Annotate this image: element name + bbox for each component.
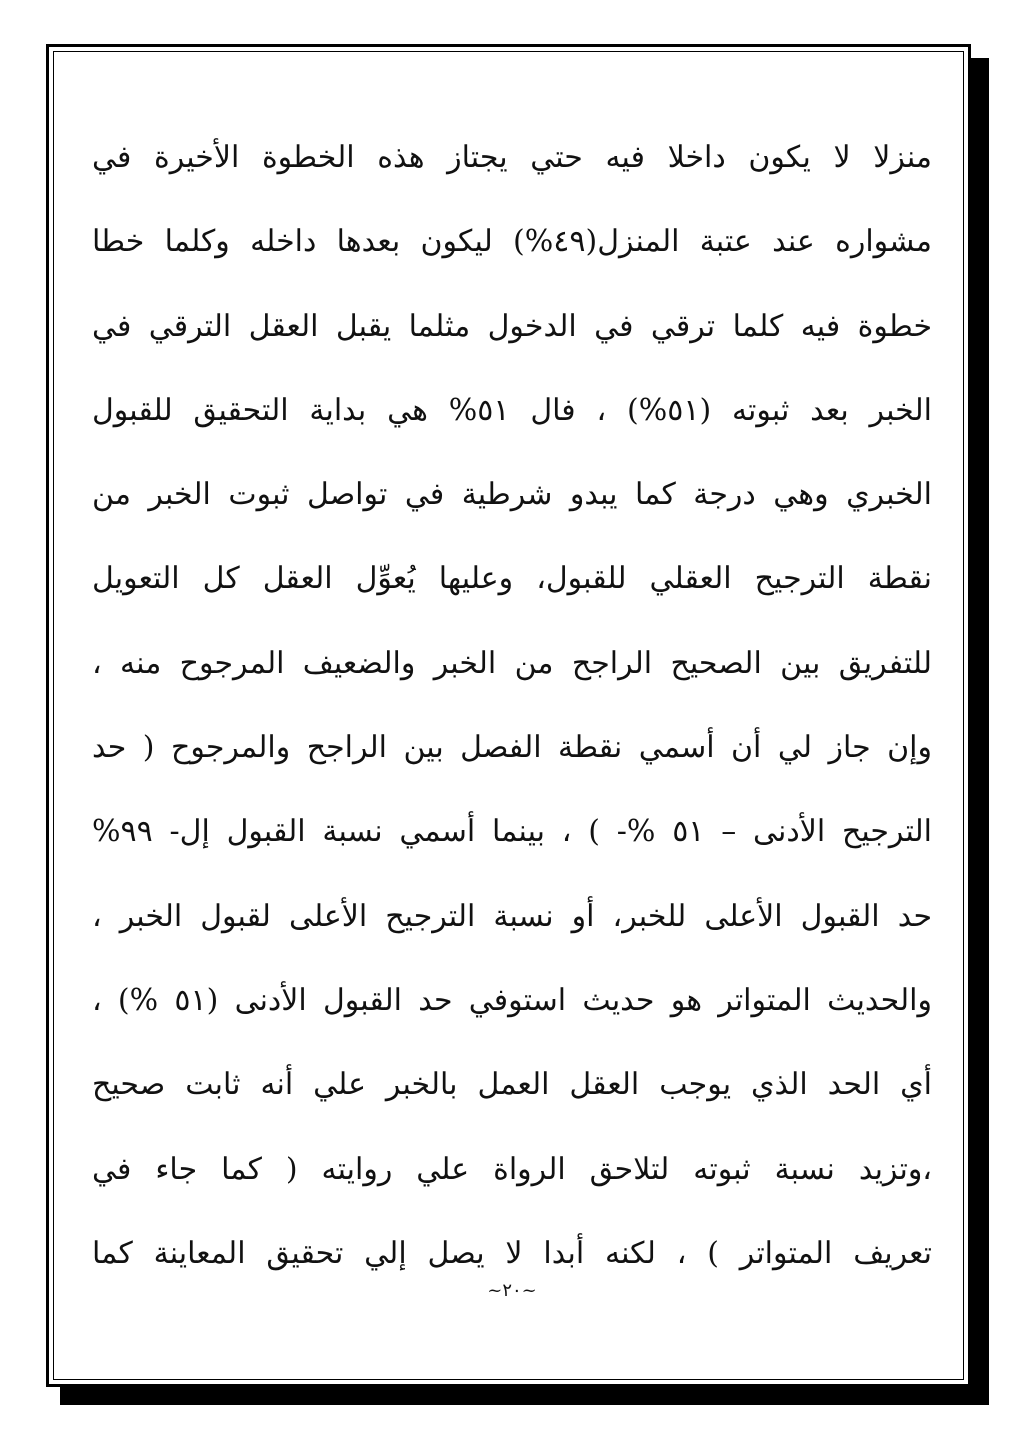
text-line-8: وإن جاز لي أن أسمي نقطة الفصل بين الراجح والمرجوح ( حد xyxy=(92,730,932,766)
page-number: ~٢٠~ xyxy=(487,1280,537,1301)
text-line-10: حد القبول الأعلى للخبر، أو نسبة الترجيح الأعلى لقبول الخبر ، xyxy=(92,898,932,934)
text-line-1: منزلا لا يكون داخلا فيه حتي يجتاز هذه الخطوة الأخيرة في xyxy=(92,140,932,175)
text-line-2: مشواره عند عتبة المنزل(٤٩%) ليكون بعدها داخله وكلما خطا xyxy=(92,224,932,260)
body-text xyxy=(92,116,932,1296)
text-line-6: نقطة الترجيح العقلي للقبول، وعليها يُعوِّل العقل كل التعويل xyxy=(92,561,932,597)
text-line-7: للتفريق بين الصحيح الراجح من الخبر والضعيف المرجوح منه ، xyxy=(92,645,932,681)
text-line-4: الخبر بعد ثبوته (٥١%) ، فال ٥١% هي بداية التحقيق للقبول xyxy=(92,392,932,428)
text-line-13: ،وتزيد نسبة ثبوته لتلاحق الرواة علي روايته ( كما جاء في xyxy=(92,1151,932,1187)
text-line-11: والحديث المتواتر هو حديث استوفي حد القبول الأدنى (٥١ %) ، xyxy=(92,982,932,1018)
text-line-9: الترجيح الأدنى – ٥١ %- ) ، بينما أسمي نسبة القبول إل- ٩٩% xyxy=(92,814,932,850)
text-line-12: أي الحد الذي يوجب العقل العمل بالخبر علي أنه ثابت صحيح xyxy=(92,1067,932,1103)
text-line-3: خطوة فيه كلما ترقي في الدخول مثلما يقبل العقل الترقي في xyxy=(92,308,932,344)
text-line-5: الخبري وهي درجة كما يبدو شرطية في تواصل ثبوت الخبر من xyxy=(92,477,932,513)
text-line-14: تعريف المتواتر ) ، لكنه أبدا لا يصل إلي تحقيق المعاينة كما xyxy=(92,1235,932,1271)
